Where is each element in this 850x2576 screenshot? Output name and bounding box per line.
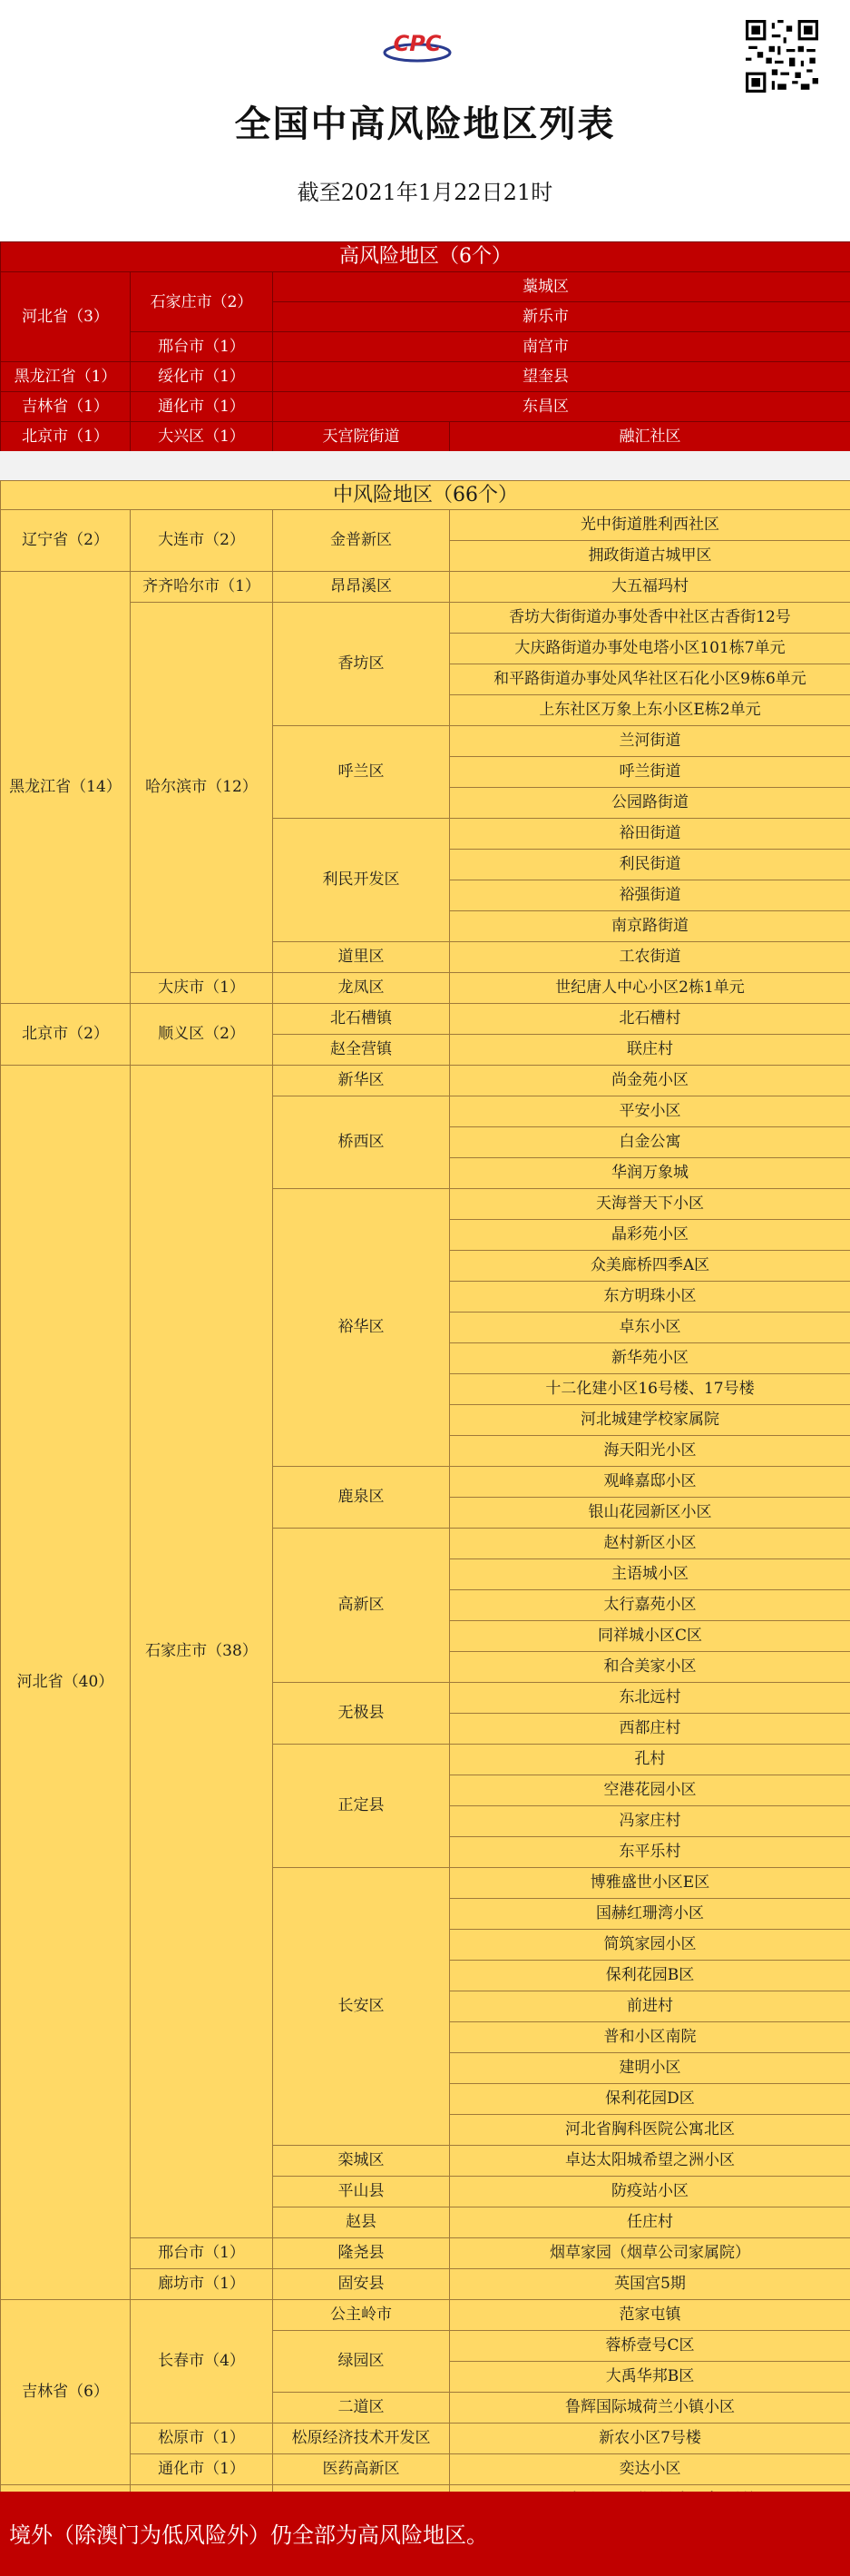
table-row <box>1 272 850 302</box>
address-cell: 利民街道 <box>450 850 850 880</box>
address-cell: 海天阳光小区 <box>450 1436 850 1467</box>
district-cell: 二道区 <box>273 2393 450 2424</box>
table-header-row <box>1 481 850 510</box>
district-cell: 松原经济技术开发区 <box>273 2424 450 2454</box>
city-cell: 邢台市（1） <box>131 332 273 362</box>
province-cell: 辽宁省（2） <box>1 510 131 572</box>
address-cell: 兰河街道 <box>450 726 850 757</box>
district-cell: 北石槽镇 <box>273 1004 450 1035</box>
address-cell: 天海誉天下小区 <box>450 1189 850 1220</box>
address-cell: 冯家庄村 <box>450 1806 850 1837</box>
city-cell: 长春市（4） <box>131 2300 273 2424</box>
district-cell: 医药高新区 <box>273 2454 450 2485</box>
high-risk-table <box>0 241 850 452</box>
address-cell: 香坊大街街道办事处香中社区古香街12号 <box>450 603 850 634</box>
table-row <box>1 1004 850 1035</box>
province-cell: 黑龙江省（14） <box>1 572 131 1004</box>
address-cell: 上东社区万象上东小区E栋2单元 <box>450 695 850 726</box>
address-cell: 东平乐村 <box>450 1837 850 1868</box>
province-cell: 北京市（1） <box>1 422 131 452</box>
address-cell: 拥政街道古城甲区 <box>450 541 850 572</box>
address-cell: 普和小区南院 <box>450 2022 850 2053</box>
address-cell: 太行嘉苑小区 <box>450 1590 850 1621</box>
city-cell: 顺义区（2） <box>131 1004 273 1066</box>
district-cell: 固安县 <box>273 2269 450 2300</box>
address-cell: 呼兰街道 <box>450 757 850 788</box>
address-cell: 博雅盛世小区E区 <box>450 1868 850 1899</box>
address-cell: 国赫红珊湾小区 <box>450 1899 850 1930</box>
district-cell: 鹿泉区 <box>273 1467 450 1529</box>
footer-banner <box>0 2492 850 2576</box>
city-cell: 通化市（1） <box>131 392 273 422</box>
district-cell: 正定县 <box>273 1745 450 1868</box>
address-cell: 简筑家园小区 <box>450 1930 850 1961</box>
address-cell: 同祥城小区C区 <box>450 1621 850 1652</box>
district-cell: 金普新区 <box>273 510 450 572</box>
district-cell: 无极县 <box>273 1683 450 1745</box>
district-cell: 香坊区 <box>273 603 450 726</box>
address-cell: 建明小区 <box>450 2053 850 2084</box>
address-cell: 新农小区7号楼 <box>450 2424 850 2454</box>
address-cell: 东方明珠小区 <box>450 1282 850 1313</box>
city-cell: 大连市（2） <box>131 510 273 572</box>
address-cell: 主语城小区 <box>450 1559 850 1590</box>
address-cell: 大五福玛村 <box>450 572 850 603</box>
address-cell: 防疫站小区 <box>450 2177 850 2207</box>
logo-icon <box>381 25 454 65</box>
district-cell: 公主岭市 <box>273 2300 450 2331</box>
address-cell: 烟草家园（烟草公司家属院） <box>450 2238 850 2269</box>
address-cell: 南京路街道 <box>450 911 850 942</box>
address-cell: 融汇社区 <box>450 422 850 452</box>
table-row <box>1 422 850 452</box>
province-cell: 吉林省（1） <box>1 392 131 422</box>
address-cell: 卓达太阳城希望之洲小区 <box>450 2146 850 2177</box>
city-cell: 哈尔滨市（12） <box>131 603 273 973</box>
province-cell: 河北省（3） <box>1 272 131 362</box>
city-cell: 绥化市（1） <box>131 362 273 392</box>
address-cell: 尚金苑小区 <box>450 1066 850 1096</box>
address-cell: 奕达小区 <box>450 2454 850 2485</box>
page-title: 全国中高风险地区列表 <box>234 103 616 145</box>
table-row <box>1 362 850 392</box>
city-cell: 大庆市（1） <box>131 973 273 1004</box>
address-cell: 十二化建小区16号楼、17号楼 <box>450 1374 850 1405</box>
address-cell: 保利花园B区 <box>450 1961 850 1991</box>
district-cell: 平山县 <box>273 2177 450 2207</box>
address-cell: 和合美家小区 <box>450 1652 850 1683</box>
address-cell: 银山花园新区小区 <box>450 1498 850 1529</box>
address-cell: 观峰嘉邸小区 <box>450 1467 850 1498</box>
address-cell: 蓉桥壹号C区 <box>450 2331 850 2362</box>
page-header <box>0 0 850 241</box>
address-cell: 鲁辉国际城荷兰小镇小区 <box>450 2393 850 2424</box>
high-risk-title: 高风险地区（6个） <box>1 242 850 272</box>
province-cell: 河北省（40） <box>1 1066 131 2300</box>
qr-code-icon <box>746 20 818 93</box>
address-cell: 孔村 <box>450 1745 850 1775</box>
address-cell: 大庆路街道办事处电塔小区101栋7单元 <box>450 634 850 664</box>
district-cell: 赵全营镇 <box>273 1035 450 1066</box>
footer-note: 境外（除澳门为低风险外）仍全部为高风险地区。 <box>9 2522 488 2548</box>
city-cell: 石家庄市（2） <box>131 272 273 332</box>
city-cell: 松原市（1） <box>131 2424 273 2454</box>
address-cell: 北石槽村 <box>450 1004 850 1035</box>
district-cell: 高新区 <box>273 1529 450 1683</box>
district-cell: 南宫市 <box>273 332 850 362</box>
address-cell: 工农街道 <box>450 942 850 973</box>
address-cell: 英国宫5期 <box>450 2269 850 2300</box>
district-cell: 隆尧县 <box>273 2238 450 2269</box>
address-cell: 裕田街道 <box>450 819 850 850</box>
district-cell: 新华区 <box>273 1066 450 1096</box>
section-separator <box>0 451 850 480</box>
medium-risk-table <box>0 480 850 2547</box>
district-cell: 新乐市 <box>273 302 850 332</box>
district-cell: 望奎县 <box>273 362 850 392</box>
address-cell: 晶彩苑小区 <box>450 1220 850 1251</box>
province-cell: 黑龙江省（1） <box>1 362 131 392</box>
address-cell: 众美廊桥四季A区 <box>450 1251 850 1282</box>
address-cell: 前进村 <box>450 1991 850 2022</box>
province-cell: 北京市（2） <box>1 1004 131 1066</box>
address-cell: 华润万象城 <box>450 1158 850 1189</box>
address-cell: 河北省胸科医院公寓北区 <box>450 2115 850 2146</box>
province-cell: 吉林省（6） <box>1 2300 131 2485</box>
district-cell: 藁城区 <box>273 272 850 302</box>
address-cell: 平安小区 <box>450 1096 850 1127</box>
address-cell: 西都庄村 <box>450 1714 850 1745</box>
address-cell: 白金公寓 <box>450 1127 850 1158</box>
address-cell: 裕强街道 <box>450 880 850 911</box>
district-cell: 绿园区 <box>273 2331 450 2393</box>
address-cell: 世纪唐人中心小区2栋1单元 <box>450 973 850 1004</box>
city-cell: 通化市（1） <box>131 2454 273 2485</box>
city-cell: 石家庄市（38） <box>131 1066 273 2238</box>
address-cell: 空港花园小区 <box>450 1775 850 1806</box>
address-cell: 大禹华邦B区 <box>450 2362 850 2393</box>
address-cell: 赵村新区小区 <box>450 1529 850 1559</box>
table-row <box>1 572 850 603</box>
table-row <box>1 1066 850 1096</box>
address-cell: 新华苑小区 <box>450 1343 850 1374</box>
district-cell: 道里区 <box>273 942 450 973</box>
address-cell: 卓东小区 <box>450 1313 850 1343</box>
table-row <box>1 2300 850 2331</box>
district-cell: 桥西区 <box>273 1096 450 1189</box>
address-cell: 东北远村 <box>450 1683 850 1714</box>
address-cell: 任庄村 <box>450 2207 850 2238</box>
address-cell: 光中街道胜利西社区 <box>450 510 850 541</box>
city-cell: 廊坊市（1） <box>131 2269 273 2300</box>
district-cell: 栾城区 <box>273 2146 450 2177</box>
update-date: 截至2021年1月22日21时 <box>297 180 553 205</box>
address-cell: 范家屯镇 <box>450 2300 850 2331</box>
district-cell: 东昌区 <box>273 392 850 422</box>
district-cell: 裕华区 <box>273 1189 450 1467</box>
address-cell: 保利花园D区 <box>450 2084 850 2115</box>
address-cell: 河北城建学校家属院 <box>450 1405 850 1436</box>
table-row <box>1 510 850 541</box>
table-row <box>1 392 850 422</box>
address-cell: 公园路街道 <box>450 788 850 819</box>
logo-text: CPC <box>393 31 442 56</box>
district-cell: 呼兰区 <box>273 726 450 819</box>
district-cell: 长安区 <box>273 1868 450 2146</box>
table-header-row <box>1 242 850 272</box>
district-cell: 赵县 <box>273 2207 450 2238</box>
city-cell: 大兴区（1） <box>131 422 273 452</box>
medium-risk-title: 中风险地区（66个） <box>1 481 850 510</box>
city-cell: 邢台市（1） <box>131 2238 273 2269</box>
city-cell: 齐齐哈尔市（1） <box>131 572 273 603</box>
district-cell: 昂昂溪区 <box>273 572 450 603</box>
district-cell: 天宫院街道 <box>273 422 450 452</box>
address-cell: 联庄村 <box>450 1035 850 1066</box>
district-cell: 龙凤区 <box>273 973 450 1004</box>
district-cell: 利民开发区 <box>273 819 450 942</box>
address-cell: 和平路街道办事处风华社区石化小区9栋6单元 <box>450 664 850 695</box>
